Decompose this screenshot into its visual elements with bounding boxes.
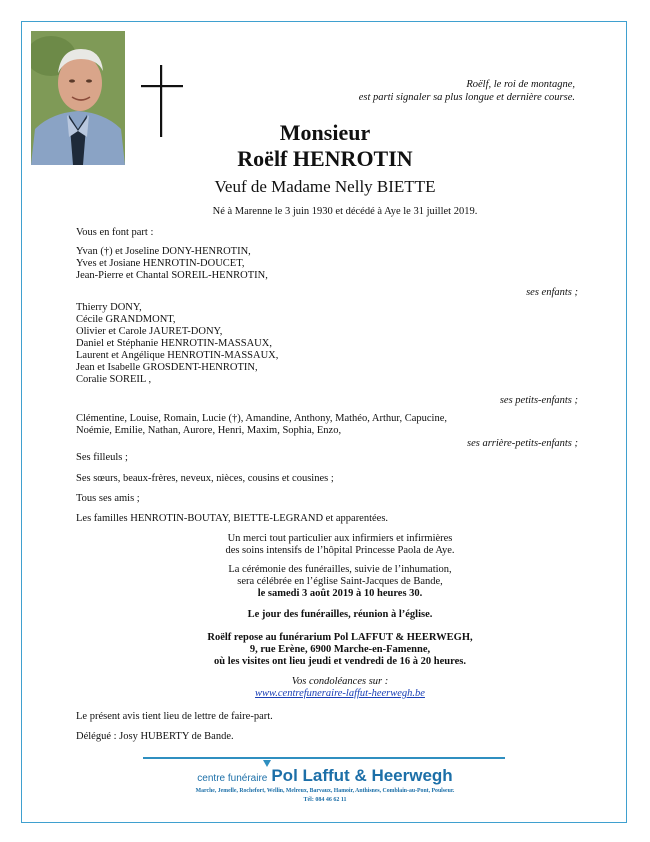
birth-death-line: Né à Marenne le 3 juin 1930 et décédé à Aye le 31 juillet 2019. — [212, 206, 478, 217]
ceremony-line-2: sera célébrée en l’église Saint-Jacques de Bande, — [237, 576, 443, 587]
footer-brand-name: Pol Laffut & Heerwegh — [271, 766, 453, 785]
children-label: ses enfants ; — [526, 287, 578, 298]
list-item: Olivier et Carole JAURET-DONY, — [76, 326, 223, 337]
great-grandchildren-label: ses arrière-petits-enfants ; — [466, 438, 578, 449]
epigraph — [359, 78, 575, 104]
list-item: Noémie, Emilie, Nathan, Aurore, Henri, Maxim, Sophia, Enzo, — [76, 425, 342, 436]
condolences-link[interactable]: www.centrefuneraire-laffut-heerwegh.be — [255, 688, 425, 699]
footer-phone: Tél: 084 46 62 11 — [303, 797, 347, 803]
list-item: Coralie SOREIL , — [76, 374, 152, 385]
footer-brand — [0, 766, 650, 786]
list-item: Yves et Josiane HENROTIN-DOUCET, — [76, 258, 245, 269]
list-item: Daniel et Stéphanie HENROTIN-MASSAUX, — [76, 338, 272, 349]
funerarium-line-3: où les visites ont lieu jeudi et vendredi de 16 à 20 heures. — [214, 656, 466, 667]
great-grandchildren-list — [76, 413, 447, 437]
list-item: Clémentine, Louise, Romain, Lucie (†), Amandine, Anthony, Mathéo, Arthur, Capucine, — [76, 413, 447, 424]
footer-towns: Marche, Jemelle, Rochefort, Wellin, Melreux, Barvaux, Hamoir, Anthisnes, Comblain-au-Pont, Poulseur. — [195, 788, 455, 794]
children-list — [76, 246, 268, 282]
deceased-name: Roëlf HENROTIN — [237, 146, 413, 171]
gathering-line: Le jour des funérailles, réunion à l’église. — [247, 609, 433, 620]
funerarium-block — [0, 632, 650, 668]
godchildren-line: Ses filleuls ; — [76, 452, 128, 463]
list-item: Laurent et Angélique HENROTIN-MASSAUX, — [76, 350, 279, 361]
civility: Monsieur — [279, 120, 371, 145]
footer-prefix: centre funéraire — [197, 773, 268, 784]
ceremony-block — [0, 564, 650, 600]
funerarium-line-1: Roëlf repose au funérarium Pol LAFFUT & HEERWEGH, — [207, 632, 473, 643]
funerarium-line-2: 9, rue Erène, 6900 Marche-en-Famenne, — [249, 644, 431, 655]
grandchildren-list — [76, 302, 278, 386]
thanks-block — [0, 533, 650, 557]
thanks-line-2: des soins intensifs de l’hôpital Princesse Paola de Aye. — [225, 545, 455, 556]
intro-text: Vous en font part : — [76, 227, 154, 238]
grandchildren-label: ses petits-enfants ; — [499, 395, 578, 406]
condolences-label: Vos condoléances sur : — [291, 676, 389, 687]
widower-line: Veuf de Madame Nelly BIETTE — [214, 177, 436, 196]
closing-line-2: Délégué : Josy HUBERTY de Bande. — [76, 731, 234, 742]
friends-line: Tous ses amis ; — [76, 493, 140, 504]
list-item: Jean-Pierre et Chantal SOREIL-HENROTIN, — [76, 270, 268, 281]
list-item: Jean et Isabelle GROSDENT-HENROTIN, — [76, 362, 258, 373]
ceremony-line-1: La cérémonie des funérailles, suivie de l’inhumation, — [228, 564, 452, 575]
families-line: Les familles HENROTIN-BOUTAY, BIETTE-LEGRAND et apparentées. — [76, 513, 389, 524]
list-item: Thierry DONY, — [76, 302, 142, 313]
epigraph-line-2: est parti signaler sa plus longue et dernière course. — [358, 92, 575, 103]
list-item: Cécile GRANDMONT, — [76, 314, 176, 325]
condolences-block — [0, 676, 650, 700]
epigraph-line-1: Roëlf, le roi de montagne, — [466, 79, 575, 90]
closing-line-1: Le présent avis tient lieu de lettre de faire-part. — [76, 711, 273, 722]
list-item: Yvan (†) et Joseline DONY-HENROTIN, — [76, 246, 251, 257]
thanks-line-1: Un merci tout particulier aux infirmiers et infirmières — [227, 533, 453, 544]
ceremony-date: le samedi 3 août 2019 à 10 heures 30. — [257, 588, 423, 599]
footer-divider — [143, 757, 505, 759]
siblings-line: Ses sœurs, beaux-frères, neveux, nièces, cousins et cousines ; — [76, 473, 334, 484]
